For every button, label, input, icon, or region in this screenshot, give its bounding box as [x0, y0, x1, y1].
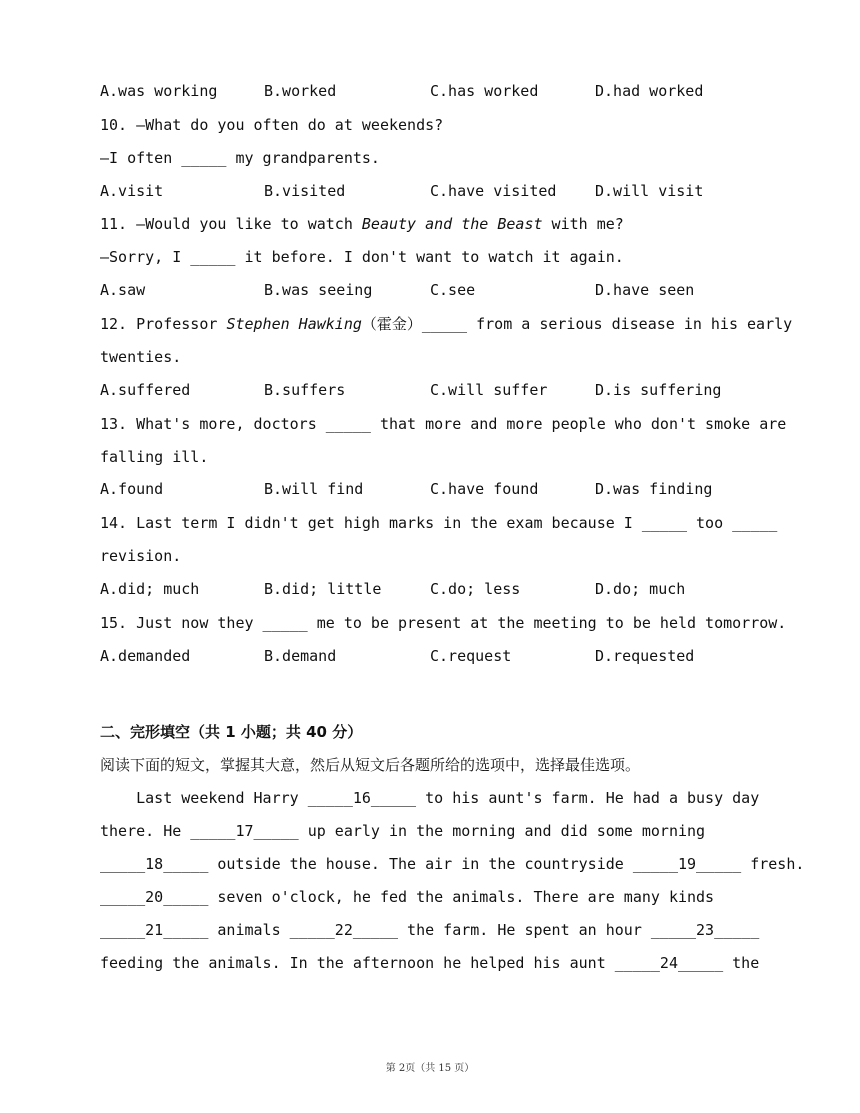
- q14-stem: 14. Last term I didn't get high marks in the exam because I _____ too _____: [100, 514, 778, 532]
- q12-option-b: B.suffers: [264, 381, 346, 399]
- q9-option-c: C.has worked: [430, 82, 539, 100]
- q15-option-b: B.demand: [264, 647, 337, 665]
- passage-line: feeding the animals. In the afternoon he helped his aunt _____24_____ the: [100, 954, 760, 972]
- q14-option-a: A.did; much: [100, 580, 200, 598]
- q11-stem-text: 11. —Would you like to watch: [100, 215, 362, 233]
- q13-option-b: B.will find: [264, 480, 364, 498]
- q10-option-a: A.visit: [100, 182, 164, 200]
- q15-stem: 15. Just now they _____ me to be present at the meeting to be held tomorrow.: [100, 614, 787, 632]
- q9-option-d: D.had worked: [595, 82, 704, 100]
- section-2-title: 二、完形填空（共 1 小题；共 40 分）: [100, 723, 363, 741]
- passage-line: there. He _____17_____ up early in the morning and did some morning: [100, 822, 706, 840]
- q12-option-c: C.will suffer: [430, 381, 548, 399]
- q14-option-d: D.do; much: [595, 580, 686, 598]
- q15-option-a: A.demanded: [100, 647, 191, 665]
- q13-option-c: C.have found: [430, 480, 539, 498]
- q10-stem: 10. —What do you often do at weekends?: [100, 116, 444, 134]
- q13-option-d: D.was finding: [595, 480, 713, 498]
- q11-stem-text-end: with me?: [542, 215, 624, 233]
- passage-line: _____21_____ animals _____22_____ the farm. He spent an hour _____23_____: [100, 921, 760, 939]
- q10-option-b: B.visited: [264, 182, 346, 200]
- page-footer: 第 2页（共 15 页）: [385, 1063, 475, 1074]
- q12-chinese-name: （霍金）: [361, 315, 422, 333]
- q10-option-c: C.have visited: [430, 182, 557, 200]
- q11-reply: —Sorry, I _____ it before. I don't want to watch it again.: [100, 248, 624, 266]
- q14-option-c: C.do; less: [430, 580, 521, 598]
- q13-stem: 13. What's more, doctors _____ that more and more people who don't smoke are: [100, 415, 787, 433]
- q12-option-a: A.suffered: [100, 381, 191, 399]
- section-2-instruction: 阅读下面的短文，掌握其大意，然后从短文后各题所给的选项中，选择最佳选项。: [100, 756, 641, 774]
- q12-option-d: D.is suffering: [595, 381, 722, 399]
- q14-stem-continued: revision.: [100, 547, 182, 565]
- passage-line: _____20_____ seven o'clock, he fed the animals. There are many kinds: [100, 888, 715, 906]
- q15-option-c: C.request: [430, 647, 512, 665]
- q12-stem-text-end: _____ from a serious disease in his early: [421, 315, 793, 333]
- q11-option-d: D.have seen: [595, 281, 695, 299]
- q11-option-b: B.was seeing: [264, 281, 373, 299]
- q14-option-b: B.did; little: [264, 580, 382, 598]
- q15-option-d: D.requested: [595, 647, 695, 665]
- q9-option-b: B.worked: [264, 82, 337, 100]
- q11-stem: [100, 214, 780, 234]
- q9-option-a: A.was working: [100, 82, 218, 100]
- q12-stem: [100, 314, 793, 334]
- q11-option-a: A.saw: [100, 281, 146, 299]
- q13-stem-continued: falling ill.: [100, 448, 209, 466]
- q11-movie-title: Beauty and the Beast: [361, 215, 543, 233]
- q10-reply: —I often _____ my grandparents.: [100, 149, 380, 167]
- q12-person-name: Stephen Hawking: [226, 315, 362, 333]
- passage-line: Last weekend Harry _____16_____ to his aunt's farm. He had a busy day: [100, 789, 760, 807]
- q11-option-c: C.see: [430, 281, 476, 299]
- q13-option-a: A.found: [100, 480, 164, 498]
- q12-stem-text: 12. Professor: [100, 315, 227, 333]
- q12-stem-continued: twenties.: [100, 348, 182, 366]
- q10-option-d: D.will visit: [595, 182, 704, 200]
- passage-line: _____18_____ outside the house. The air in the countryside _____19_____ fresh.: [100, 855, 805, 873]
